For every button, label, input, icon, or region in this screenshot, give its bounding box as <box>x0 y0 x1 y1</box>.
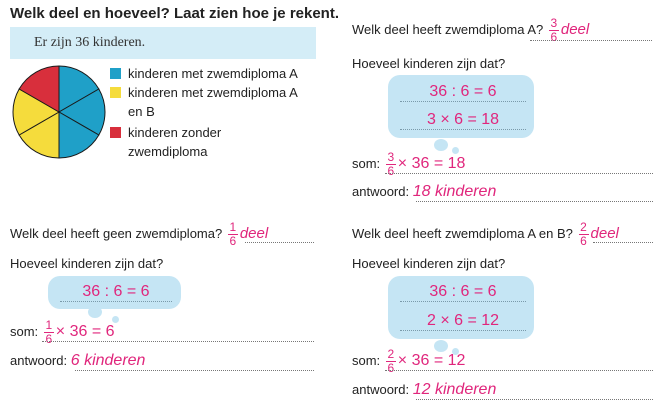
legend-item-zwemdiploma-a <box>110 64 298 83</box>
legend-item-zonder-zwemdiploma <box>110 123 221 161</box>
q1-question-text: Welk deel heeft zwemdiploma A? <box>352 21 544 37</box>
legend-label: zwemdiploma <box>128 144 208 159</box>
q3-question <box>352 222 619 247</box>
legend-label: kinderen met zwemdiploma A <box>128 66 298 81</box>
q2-deel: deel <box>239 224 269 242</box>
q3-som-fraction: $\frac{2}{6}$ <box>387 347 395 375</box>
q1-answer-line[interactable] <box>530 40 652 41</box>
q1-question2: Hoeveel kinderen zijn dat? <box>352 56 506 71</box>
q3-question-text: Welk deel heeft zwemdiploma A en B? <box>352 225 573 241</box>
legend-label: en B <box>128 104 155 119</box>
q1-calc-2: 3 × 6 = 18 <box>400 111 526 130</box>
q3-deel: deel <box>590 224 619 242</box>
q1-answer <box>352 183 496 201</box>
som-label: som: <box>352 155 381 171</box>
q2-som-expression: × 36 = 6 <box>55 322 115 340</box>
legend-swatch-red <box>110 127 121 138</box>
q1-som-expression: × 36 = 18 <box>397 154 466 172</box>
q2-fraction: $\frac{1}{6}$ <box>229 220 237 248</box>
q2-answer <box>10 352 145 370</box>
q2-calc-1: 36 : 6 = 6 <box>60 283 172 302</box>
q1-som-line[interactable] <box>385 173 653 174</box>
q3-answer <box>352 381 496 399</box>
som-label: som: <box>352 352 381 368</box>
q1-fraction: $\frac{3}{6}$ <box>550 16 558 44</box>
q3-som-line[interactable] <box>385 370 653 371</box>
pie-chart <box>11 64 107 160</box>
page-title: Welk deel en hoeveel? Laat zien hoe je rekent. <box>10 5 340 22</box>
antwoord-label: antwoord: <box>10 353 68 368</box>
q3-calc-2: 2 × 6 = 12 <box>400 312 526 331</box>
q3-question2: Hoeveel kinderen zijn dat? <box>352 256 506 271</box>
legend-label: kinderen met zwemdiploma A <box>128 85 298 100</box>
q2-answer-line[interactable] <box>245 242 314 243</box>
som-label: som: <box>10 323 39 339</box>
q2-answer-value: 6 kinderen <box>70 352 146 369</box>
q2-som-fraction: $\frac{1}{6}$ <box>45 318 53 346</box>
antwoord-label: antwoord: <box>352 382 410 397</box>
q1-answer-value: 18 kinderen <box>412 183 497 200</box>
q3-calc-1: 36 : 6 = 6 <box>400 283 526 302</box>
q3-som-expression: × 36 = 12 <box>397 351 466 369</box>
q3-answer-value: 12 kinderen <box>412 381 497 398</box>
q3-fraction: $\frac{2}{6}$ <box>580 220 587 248</box>
legend-item-zwemdiploma-a-en-b <box>110 83 298 121</box>
info-text: Er zijn 36 kinderen. <box>34 35 146 50</box>
pie-slices <box>13 66 105 158</box>
q1-som-fraction: $\frac{3}{6}$ <box>387 150 395 178</box>
q3-antwoord-line[interactable] <box>416 399 653 400</box>
q2-question <box>10 222 268 247</box>
antwoord-label: antwoord: <box>352 184 410 199</box>
q1-calc-1: 36 : 6 = 6 <box>400 83 526 102</box>
q1-deel: deel <box>560 20 590 38</box>
legend-swatch-blue <box>110 68 121 79</box>
legend-label: kinderen zonder <box>128 125 222 140</box>
q1-antwoord-line[interactable] <box>416 201 653 202</box>
q2-antwoord-line[interactable] <box>75 370 314 371</box>
q2-som-line[interactable] <box>42 341 314 342</box>
info-box <box>10 27 316 59</box>
q2-question2: Hoeveel kinderen zijn dat? <box>10 256 164 271</box>
q3-answer-line[interactable] <box>593 242 653 243</box>
legend-swatch-yellow <box>110 87 121 98</box>
q2-question-text: Welk deel heeft geen zwemdiploma? <box>10 225 223 241</box>
